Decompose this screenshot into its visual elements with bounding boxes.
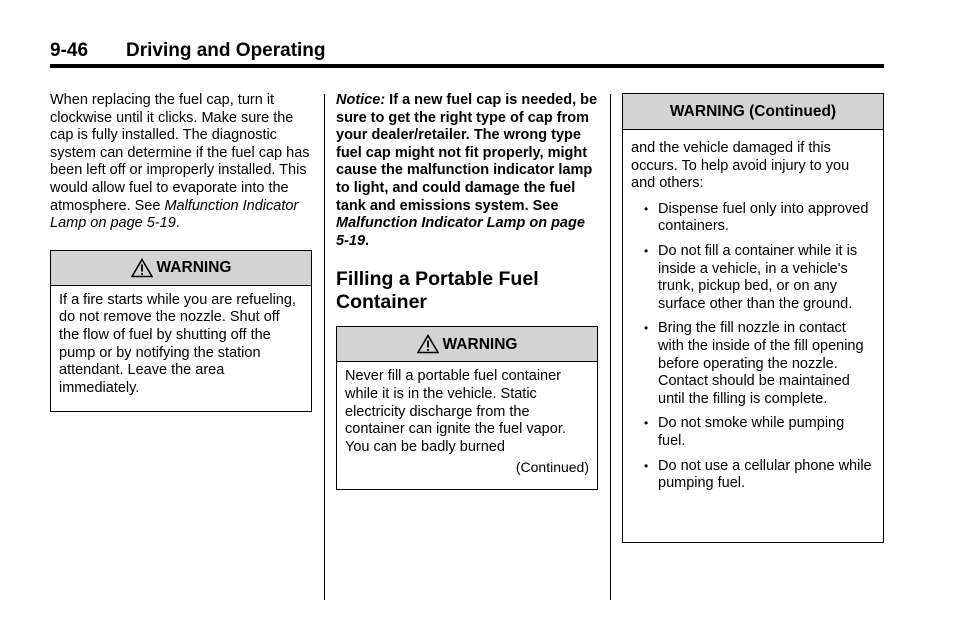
column-divider (324, 94, 325, 600)
column-divider (610, 94, 611, 600)
subheading: Filling a Portable Fuel Container (336, 268, 539, 314)
cross-reference-link: Malfunction Indicator Lamp on page 5-19 (50, 197, 299, 232)
warning-header: WARNING (Continued) (623, 94, 883, 130)
notice-label: Notice: (336, 92, 386, 108)
page-header (50, 38, 884, 68)
warning-intro: and the vehicle damaged if this occurs. To help avoid injury to you and others: (631, 140, 850, 192)
warning-triangle-icon (417, 334, 439, 354)
warning-body (623, 130, 883, 506)
bullet-icon: • (644, 416, 649, 431)
list-item: • Bring the fill nozzle in contact with the inside of the fill opening before operating the nozzle. Contact should be maintained until the filling is complete. (644, 320, 864, 407)
bullet-icon: • (644, 458, 649, 473)
intro-paragraph: When replacing the fuel cap, turn it clockwise until it clicks. Make sure the cap is fully installed. The diagnostic system can determine if the fuel cap has been left off or improperly installed. This would allow fuel to evaporate into the atmosphere. See Malfunction Indicator Lamp on page 5-19. (50, 92, 310, 232)
warning-title: WARNING (442, 335, 518, 353)
warning-bullet-list (631, 201, 875, 493)
column-2 (336, 92, 598, 490)
column-1 (50, 92, 312, 412)
warning-box-continued (622, 93, 884, 543)
warning-text: Never fill a portable fuel container while it is in the vehicle. Static electricity discharge from the container can ignite the fuel vapor. You can be badly burned (345, 368, 566, 455)
warning-header (337, 327, 597, 362)
bullet-icon: • (644, 201, 649, 216)
cross-reference-link: Malfunction Indicator Lamp on page 5-19 (336, 215, 585, 249)
warning-body (337, 362, 597, 479)
notice-paragraph: Notice: If a new fuel cap is needed, be sure to get the right type of cap from your dealer/retailer. The wrong type fuel cap might not fit properly, might cause the malfunction indicator lamp to light, and could damage the fuel tank and emissions system. See Malfunction Indicator Lamp on page 5-19. (336, 92, 598, 249)
bullet-icon: • (644, 321, 649, 336)
bullet-icon: • (644, 243, 649, 258)
warning-triangle-icon (131, 258, 153, 278)
warning-body: If a fire starts while you are refueling, do not remove the nozzle. Shut off the flow of fuel by shutting off the pump or by notifying the station attendant. Leave the area immediately. (59, 291, 296, 396)
section-title: Driving and Operating (126, 40, 326, 61)
warning-title: WARNING (156, 258, 232, 276)
list-item: • Do not use a cellular phone while pumping fuel. (644, 457, 872, 492)
warning-header (51, 251, 311, 286)
continued-label: (Continued) (515, 459, 589, 476)
list-item: • Do not smoke while pumping fuel. (644, 415, 845, 449)
column-3 (622, 92, 884, 543)
page-number: 9-46 (50, 40, 89, 61)
warning-box-portable-container (336, 326, 598, 490)
list-item: • Do not fill a container while it is inside a vehicle, in a vehicle's trunk, pickup bed, or on any surface other than the ground. (644, 242, 858, 312)
warning-box-fire (50, 250, 312, 412)
list-item: • Dispense fuel only into approved containers. (644, 200, 869, 235)
